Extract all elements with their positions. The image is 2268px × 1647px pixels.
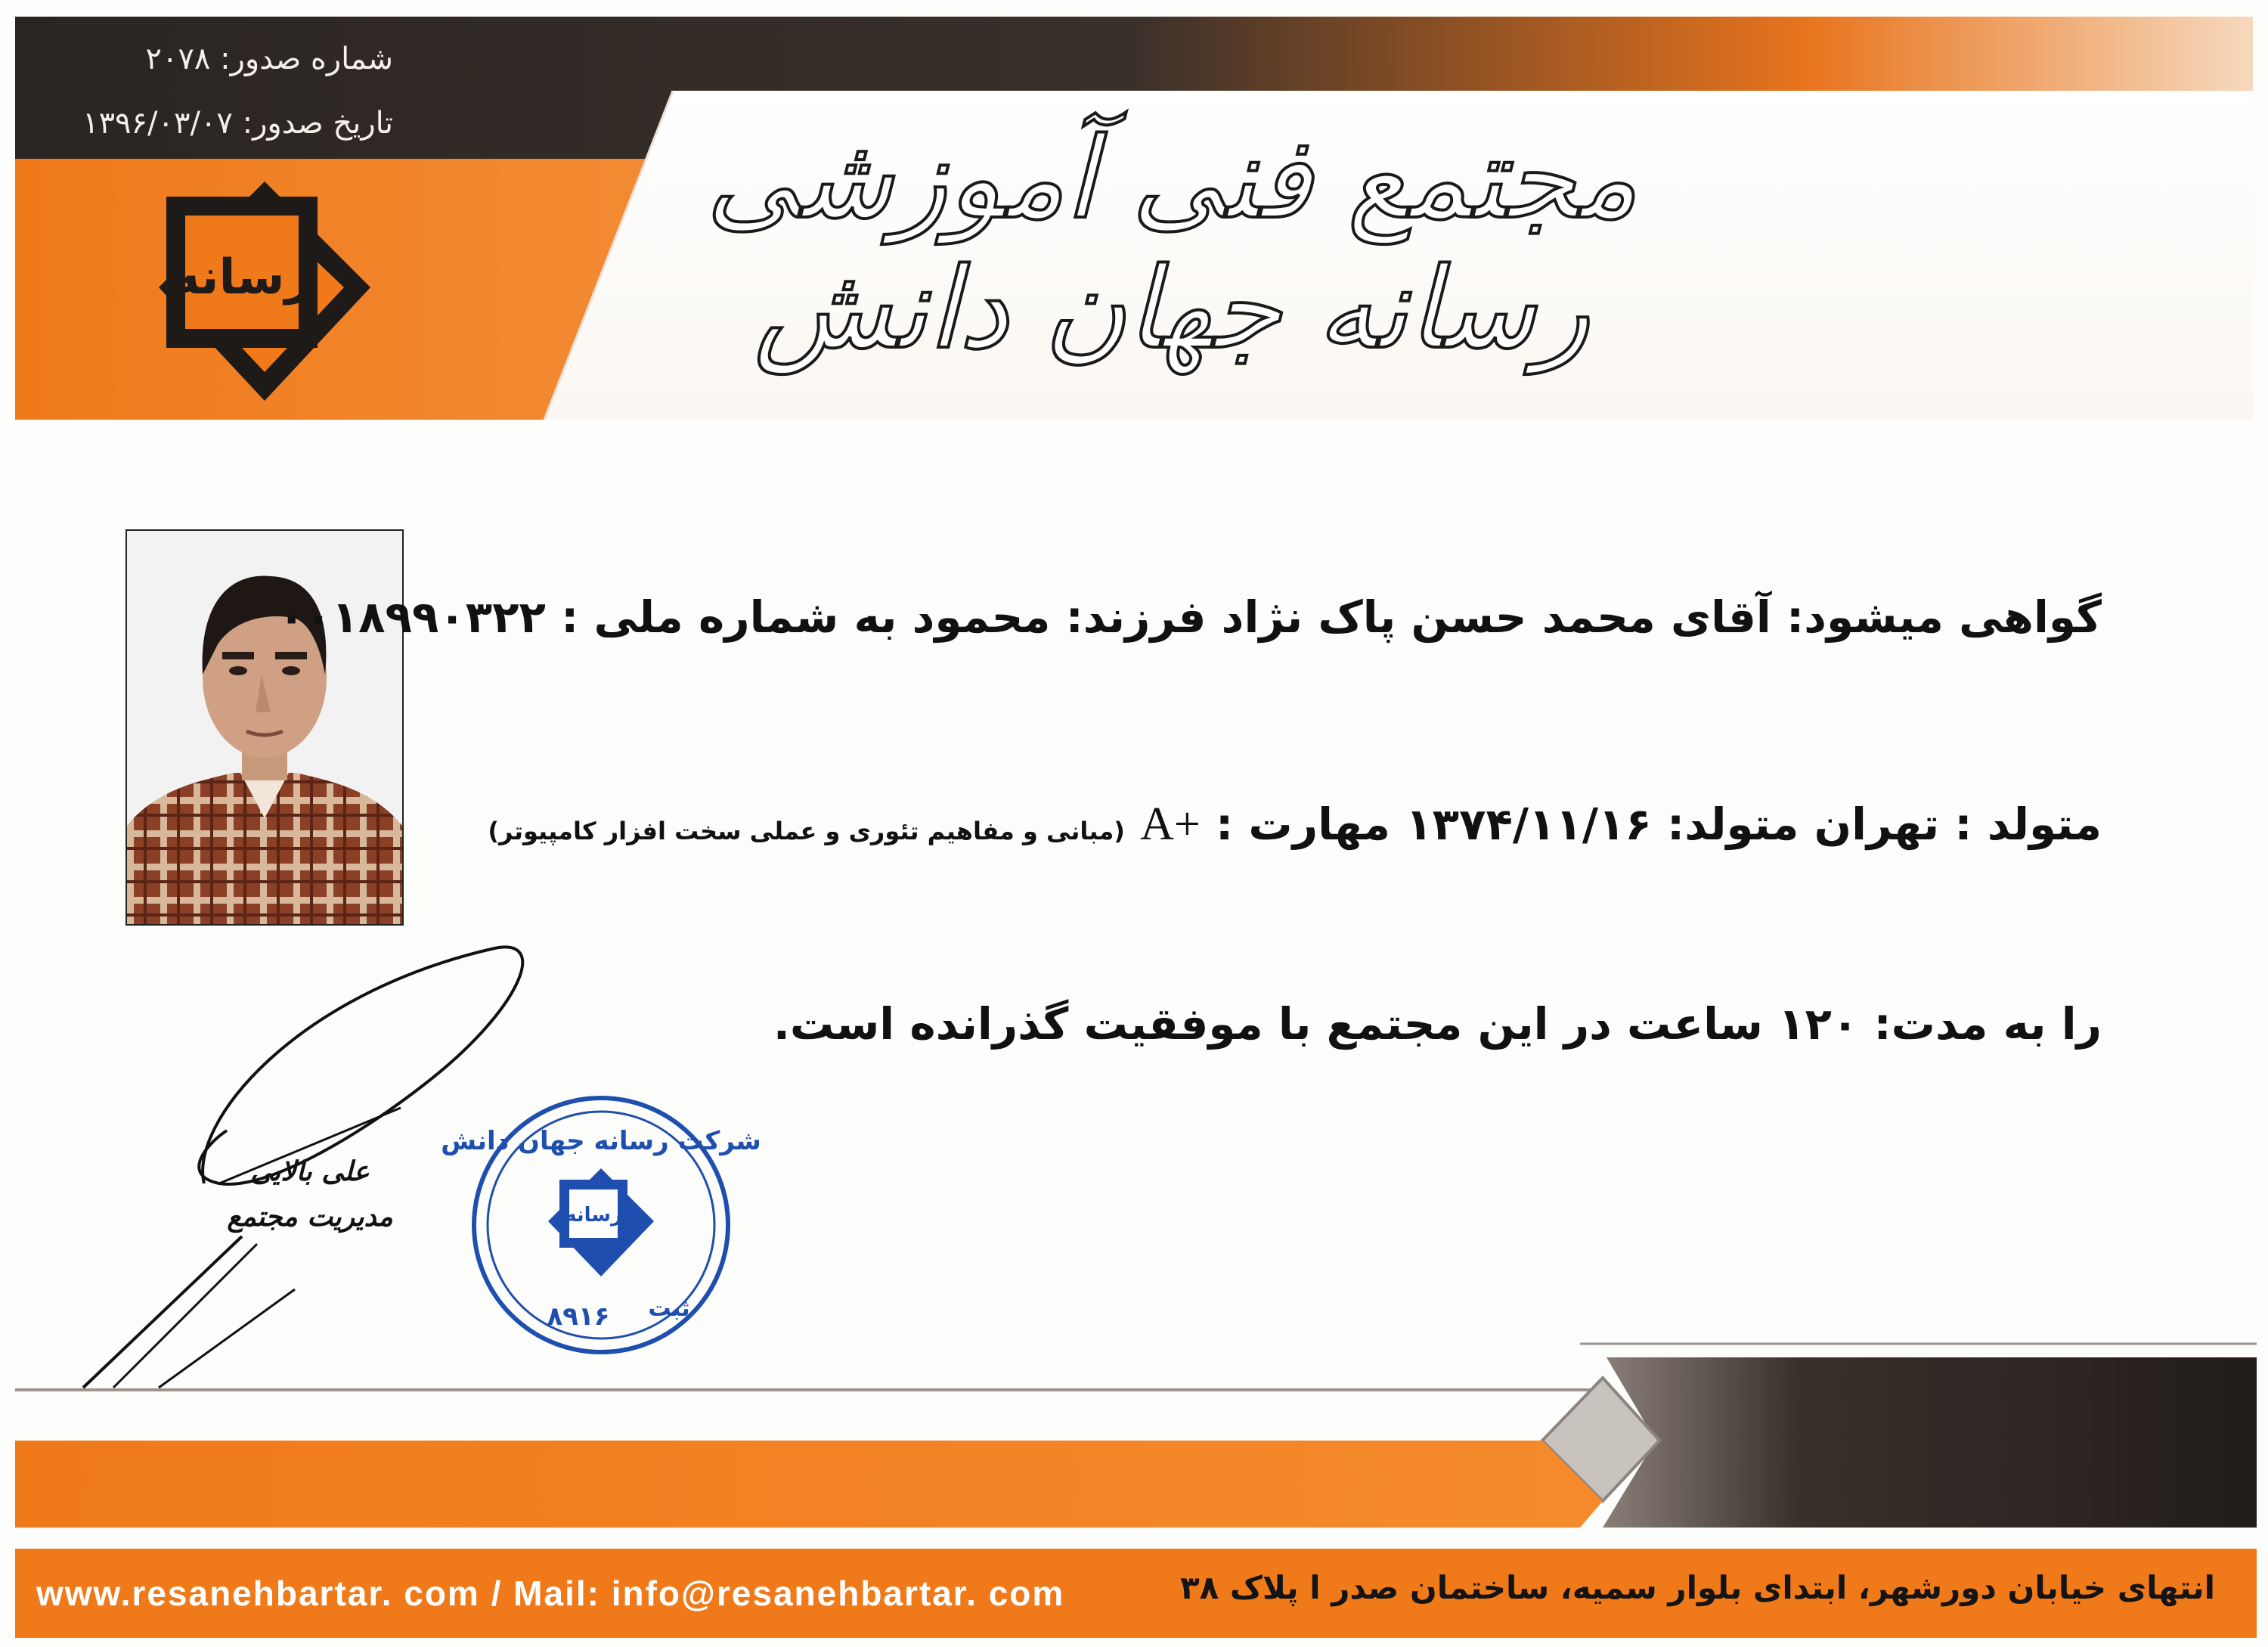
issue-number: [60, 42, 393, 76]
stamp-city: ثبت: [648, 1295, 690, 1322]
stamp-logo-text: رسانه: [565, 1204, 622, 1227]
course-name: (مبانی و مفاهیم تئوری و عملی سخت افزار کامپیوتر): [488, 817, 1125, 845]
issue-number-label: شماره صدور:: [220, 42, 393, 76]
certificate-line-3: را به مدت: ۱۲۰ ساعت در این مجتمع با موفقیت گذرانده است.: [773, 998, 2102, 1050]
footer-web-mail: www.resanehbartar. com / Mail: info@resanehbartar. com: [36, 1574, 1065, 1613]
stamp-number: ۸۹۱۶: [547, 1301, 610, 1332]
resaneh-logo: [151, 174, 378, 408]
company-stamp: [441, 1089, 761, 1361]
issue-date-label: تاریخ صدور:: [242, 106, 393, 141]
certificate-line-2: [488, 798, 2102, 851]
birth-and-skill: متولد : تهران متولد: ۱۳۷۴/۱۱/۱۶ مهارت :: [1216, 799, 2102, 850]
footer-orange-band: [15, 1441, 1603, 1528]
issue-date: [60, 106, 393, 141]
manager-role: مدیریت مجتمع: [227, 1201, 393, 1233]
issue-number-value: ۲۰۷۸: [145, 42, 211, 76]
logo-text: رسانه: [171, 250, 313, 306]
footer-address: انتهای خیابان دورشهر، ابتدای بلوار سمیه، ساختمان صدر ا پلاک ۳۸: [1180, 1569, 2215, 1606]
manager-name: علی بالایی: [250, 1155, 370, 1187]
institute-title: مجتمع فنی آموزشی رسانه جهان دانش: [705, 113, 1638, 374]
stamp-ring-text: شرکت رسانه جهان دانش: [441, 1126, 761, 1156]
student-photo: [125, 529, 404, 926]
footer-dark-panel: [1603, 1357, 2257, 1528]
certificate-line-1: گواهی میشود: آقای محمد حسن پاک نژاد فرزند: محمود به شماره ملی : ۰۰۱۸۹۹۰۳۲۲: [277, 591, 2102, 643]
grade: A+: [1140, 799, 1201, 850]
issue-date-value: ۱۳۹۶/۰۳/۰۷: [82, 106, 233, 141]
